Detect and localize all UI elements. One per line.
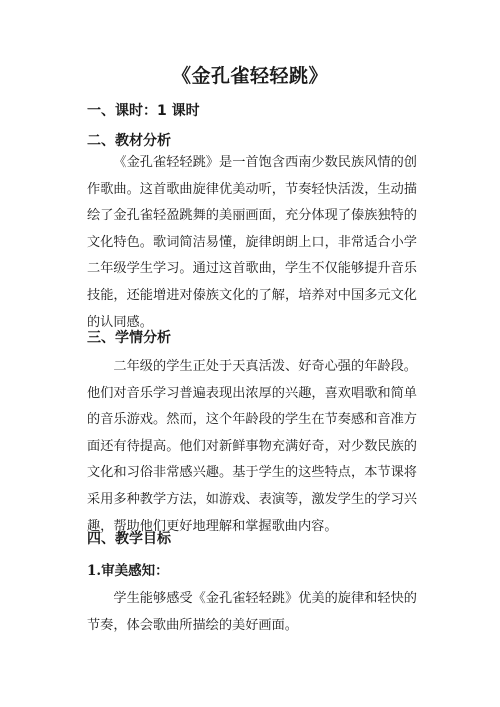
- section-heading-teaching-goals: 四、教学目标: [87, 531, 171, 547]
- paragraph-student-analysis: 二年级的学生正处于天真活泼、好奇心强的年龄段。他们对音乐学习普遍表现出浓厚的兴趣，喜欢唱歌和简单的音乐游戏。然而，这个年龄段的学生在节奏感和音准方面还有待提高。他们对新鲜事物充满好奇，对少数民族的文化和习俗非常感兴趣。基于学生的这些特点，本节课将采用多种教学方法，如游戏、表演等，激发学生的学习兴趣，帮助他们更好地理解和掌握歌曲内容。: [87, 359, 417, 534]
- section-heading-material-analysis: 二、教材分析: [87, 133, 171, 149]
- section-heading-student-analysis: 三、学情分析: [87, 330, 171, 346]
- subheading-aesthetic-perception: 1.审美感知：: [87, 563, 169, 579]
- section-heading-class-hours: 一、课时：1 课时: [87, 103, 200, 119]
- paragraph-material-analysis: 《金孔雀轻轻跳》是一首饱含西南少数民族风情的创作歌曲。这首歌曲旋律优美动听，节奏轻快活泼，生动描绘了金孔雀轻盈跳舞的美丽画面，充分体现了傣族独特的文化特色。歌词简洁易懂，旋律朗朗上口，非常适合小学二年级学生学习。通过这首歌曲，学生不仅能够提升音乐技能，还能增进对傣族文化的了解，培养对中国多元文化的认同感。: [87, 155, 417, 330]
- document-title: 《金孔雀轻轻跳》: [171, 65, 328, 87]
- paragraph-aesthetic-perception: 学生能够感受《金孔雀轻轻跳》优美的旋律和轻快的节奏，体会歌曲所描绘的美好画面。: [87, 591, 417, 633]
